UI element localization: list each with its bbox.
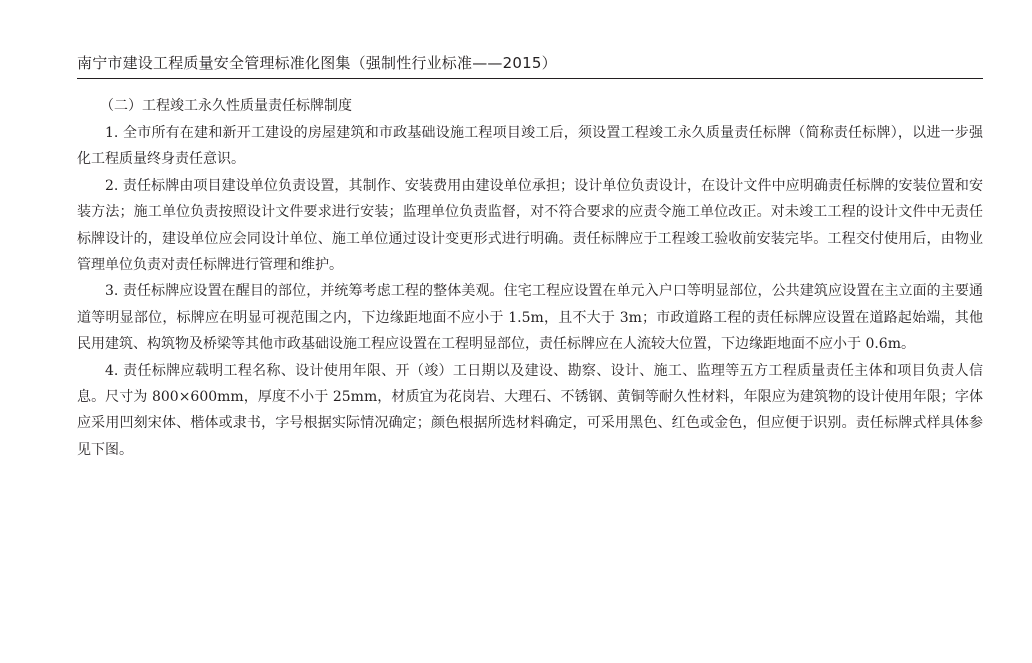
paragraph-1: 1. 全市所有在建和新开工建设的房屋建筑和市政基础设施工程项目竣工后，须设置工程竣工永久质量责任标牌（简称责任标牌），以进一步强化工程质量终身责任意识。 (77, 125, 983, 168)
paragraph-4: 4. 责任标牌应载明工程名称、设计使用年限、开（竣）工日期以及建设、勘察、设计、施工、监理等五方工程质量责任主体和项目负责人信息。尺寸为 800×600mm，厚度不小于 25mm，材质宜为花岗岩、大理石、不锈钢、黄铜等耐久性材料，年限应为建筑物的设计使用年限；字体应采用凹刻宋体、楷体或隶书，字号根据实际情况确定；颜色根据所选材料确定，可采用黑色、红色或金色，但应便于识别。责任标牌式样具体参见下图。 (77, 362, 983, 458)
paragraph-3: 3. 责任标牌应设置在醒目的部位，并统筹考虑工程的整体美观。住宅工程应设置在单元入户口等明显部位，公共建筑应设置在主立面的主要通道等明显部位，标牌应在明显可视范围之内，下边缘距地面不应小于 1.5m，且不大于 3m；市政道路工程的责任标牌应设置在道路起始端，其他民用建筑、构筑物及桥梁等其他市政基础设施工程应设置在工程明显部位，责任标牌应在人流较大位置，下边缘距地面不应小于 0.6m。 (77, 283, 983, 353)
page-header-title: 南宁市建设工程质量安全管理标准化图集（强制性行业标准——2015） (77, 54, 557, 72)
paragraph-2: 2. 责任标牌由项目建设单位负责设置，其制作、安装费用由建设单位承担；设计单位负责设计，在设计文件中应明确责任标牌的安装位置和安装方法；施工单位负责按照设计文件要求进行安装；监理单位负责监督，对不符合要求的应责令施工单位改正。对未竣工工程的设计文件中无责任标牌设计的，建设单位应会同设计单位、施工单位通过设计变更形式进行明确。责任标牌应于工程竣工验收前安装完毕。工程交付使用后，由物业管理单位负责对责任标牌进行管理和维护。 (77, 177, 983, 274)
body-text (77, 120, 983, 463)
page-header (77, 48, 983, 79)
section-heading: （二）工程竣工永久性质量责任标牌制度 (100, 98, 352, 114)
